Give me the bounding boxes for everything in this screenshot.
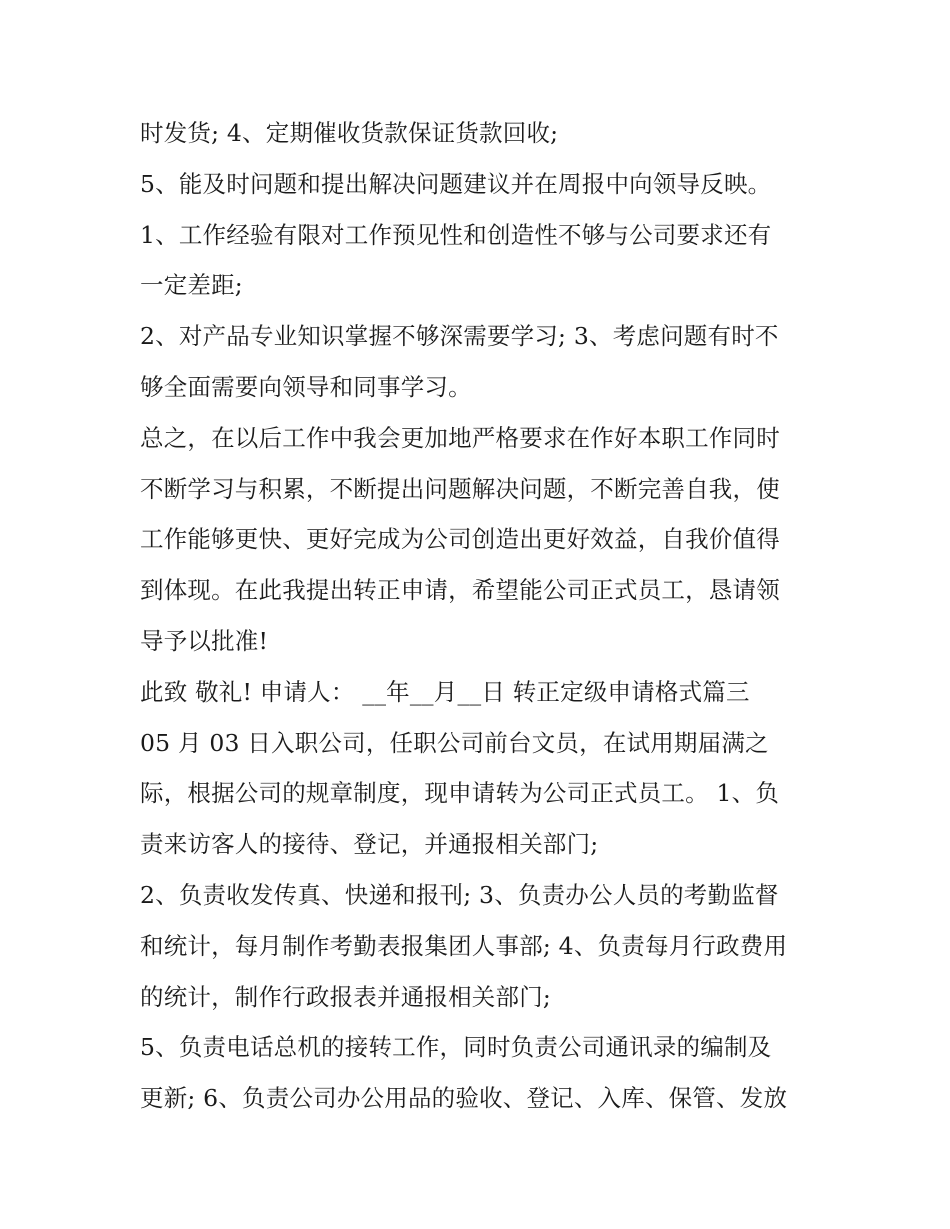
text-line: 05 月 03 日入职公司，任职公司前台文员，在试用期届满之 [140, 728, 769, 757]
text-line: 5、负责电话总机的接转工作，同时负责公司通讯录的编制及 [140, 1033, 772, 1062]
text-line: 1、工作经验有限对工作预见性和创造性不够与公司要求还有 [140, 220, 772, 249]
text-line: 工作能够更快、更好完成为公司创造出更好效益，自我价值得 [140, 525, 780, 554]
text-line: 总之，在以后工作中我会更加地严格要求在作好本职工作同时 [140, 423, 780, 452]
text-line: 5、能及时问题和提出解决问题建议并在周报中向领导反映。 [140, 169, 772, 198]
text-line: 2、对产品专业知识掌握不够深需要学习; 3、考虑问题有时不 [140, 322, 779, 351]
text-line: 和统计，每月制作考勤表报集团人事部; 4、负责每月行政费用 [140, 931, 788, 960]
text-line: 责来访客人的接待、登记，并通报相关部门; [140, 830, 599, 859]
text-line: 时发货; 4、定期催收货款保证货款回收; [140, 119, 559, 147]
text-line: 不断学习与积累，不断提出问题解决问题，不断完善自我，使 [140, 474, 780, 503]
text-line: 此致 敬礼! 申请人： __年__月__日 转正定级申请格式篇三 [140, 677, 750, 706]
text-line: 一定差距; [140, 271, 243, 300]
text-line: 到体现。在此我提出转正申请，希望能公司正式员工，恳请领 [140, 576, 780, 605]
document-body [140, 108, 830, 1124]
text-line: 2、负责收发传真、快递和报刊; 3、负责办公人员的考勤监督 [140, 880, 779, 909]
text-line: 导予以批准! [140, 626, 269, 655]
text-line: 更新; 6、负责公司办公用品的验收、登记、入库、保管、发放 [140, 1084, 788, 1113]
text-line: 够全面需要向领导和同事学习。 [140, 372, 472, 401]
text-line: 的统计，制作行政报表并通报相关部门; [140, 982, 552, 1011]
text-line: 际，根据公司的规章制度，现申请转为公司正式员工。 1、负 [140, 779, 780, 808]
